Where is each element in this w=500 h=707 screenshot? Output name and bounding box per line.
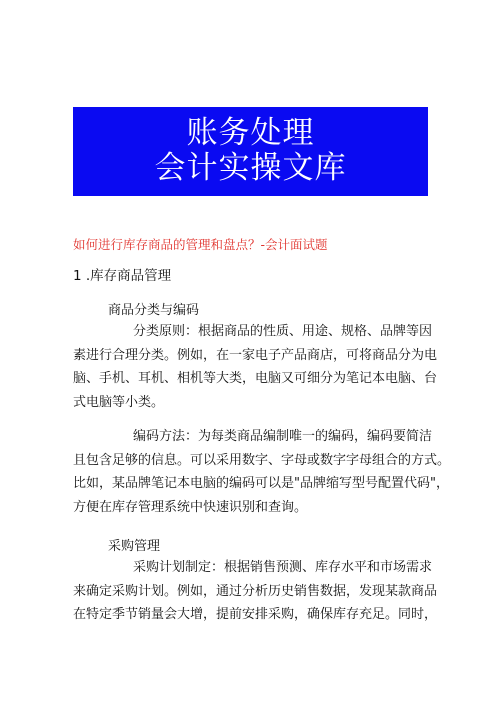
paragraph-line: 在特定季节销量会大增，提前安排采购，确保库存充足。同时， <box>73 607 438 622</box>
paragraph-line: 素进行合理分类。例如，在一家电子产品商店，可将商品分为电 <box>73 347 438 363</box>
paragraph-line: 编码方法：为每类商品编制唯一的编码，编码要简洁 <box>133 429 433 444</box>
section-heading: 1 .库存商品管理 <box>73 268 172 284</box>
paragraph-line: 来确定采购计划。例如，通过分析历史销售数据，发现某款商品 <box>73 583 438 599</box>
paragraph-line: 且包含足够的信息。可以采用数字、字母或数字字母组合的方式。 <box>73 452 451 468</box>
paragraph-line: 方便在库存管理系统中快速识别和查询。 <box>73 499 308 515</box>
question-title: 如何进行库存商品的管理和盘点？-会计面试题 <box>73 237 328 252</box>
subsection-heading-classification: 商品分类与编码 <box>108 303 200 318</box>
banner-title-line2: 会计实操文库 <box>154 150 347 186</box>
paragraph-line: 采购计划制定：根据销售预测、库存水平和市场需求 <box>133 560 433 575</box>
paragraph-purchase-plan <box>73 556 438 627</box>
paragraph-classification-principle <box>73 320 438 414</box>
subsection-heading-purchasing: 采购管理 <box>108 539 161 554</box>
paragraph-line: 比如，某品牌笔记本电脑的编码可以是"品牌缩写型号配置代码"， <box>73 476 449 491</box>
paragraph-line: 脑、手机、耳机、相机等大类，电脑又可细分为笔记本电脑、台 <box>73 371 438 386</box>
paragraph-line: 分类原则：根据商品的性质、用途、规格、品牌等因 <box>133 324 433 339</box>
title-banner <box>73 107 428 196</box>
paragraph-line: 式电脑等小类。 <box>73 394 165 410</box>
paragraph-coding-method <box>73 425 451 519</box>
banner-title-line1: 账务处理 <box>186 115 315 151</box>
